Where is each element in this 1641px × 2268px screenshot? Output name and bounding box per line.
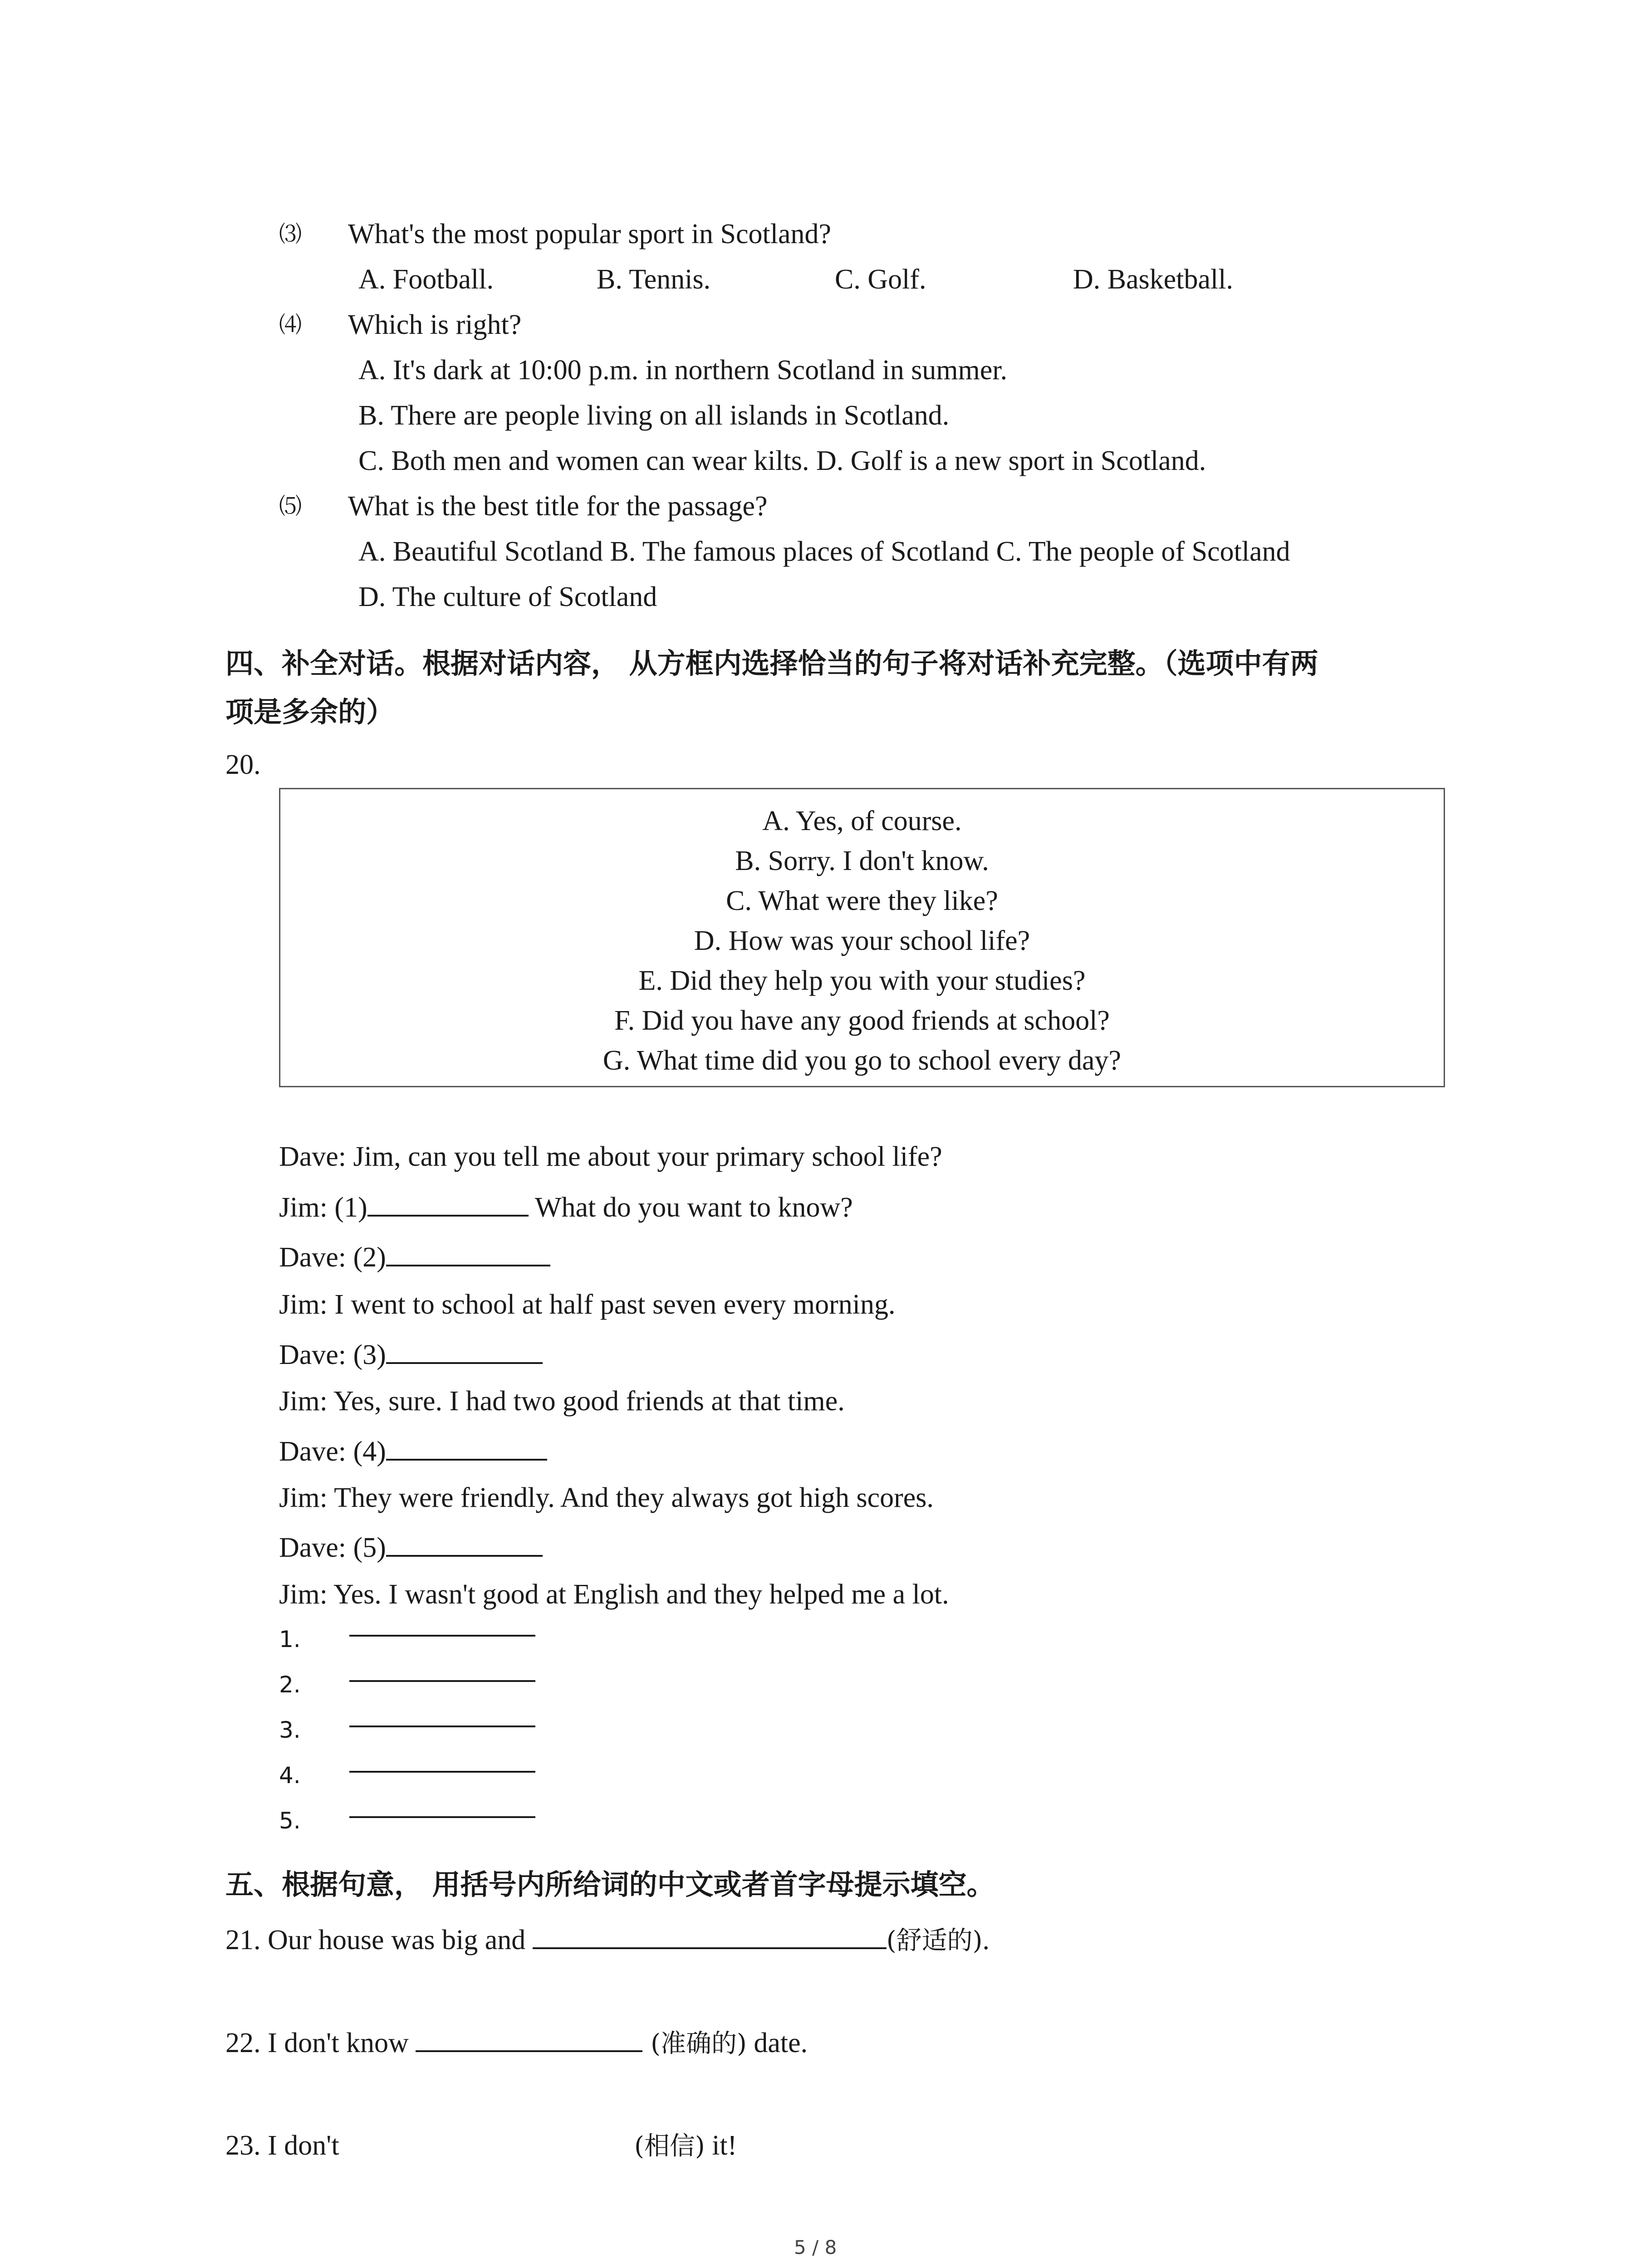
question-4-number: ⑷ [279, 312, 302, 338]
question-4-option-cd: C. Both men and women can wear kilts. D. Golf is a new sport in Scotland. [358, 445, 1206, 476]
question-21-text: Our house was big and [268, 1925, 533, 1955]
answer-blank-3[interactable] [349, 1725, 535, 1727]
dialogue-line-10: Jim: Yes. I wasn't good at English and they helped me a lot. [279, 1579, 949, 1610]
page-number: 5 / 8 [794, 2236, 837, 2258]
box-option-a: A. Yes, of course. [762, 806, 962, 836]
section-5-heading: 五、根据句意， 用括号内所给词的中文或者首字母提示填空。 [225, 1868, 995, 1901]
answer-blank-5[interactable] [349, 1816, 535, 1818]
answer-blank-4[interactable] [349, 1771, 535, 1773]
dialogue-line-5: Dave: (3) [279, 1336, 543, 1373]
question-23-hint: (相信) [634, 2131, 705, 2161]
question-21: 21. Our house was big and (舒适的). [225, 1921, 989, 1959]
question-3-option-a: A. Football. [358, 264, 494, 295]
dialogue-line-1: Dave: Jim, can you tell me about your primary school life? [279, 1141, 942, 1172]
question-5-number: ⑸ [279, 493, 302, 519]
question-22-text: I don't know [268, 2028, 416, 2058]
answer-label-4: 4. [279, 1762, 301, 1789]
dialogue-blank-3[interactable] [386, 1336, 543, 1364]
question-21-hint: (舒适的) [886, 1926, 983, 1955]
dialogue-line-9: Dave: (5) [279, 1529, 543, 1566]
question-23-text: I don't [268, 2130, 339, 2161]
dialogue-line-8: Jim: They were friendly. And they always got high scores. [279, 1482, 934, 1513]
question-5-stem: What is the best title for the passage? [348, 491, 768, 522]
dialogue-blank-4[interactable] [386, 1432, 547, 1461]
question-3-number: ⑶ [279, 221, 302, 247]
answer-label-5: 5. [279, 1808, 301, 1834]
question-23-hint-line: (相信) it! [634, 2130, 737, 2161]
answer-label-3: 3. [279, 1717, 301, 1743]
question-21-blank[interactable] [533, 1921, 887, 1949]
question-22-number: 22. [225, 2028, 261, 2058]
box-option-d: D. How was your school life? [694, 925, 1030, 956]
question-22-blank[interactable] [416, 2024, 642, 2052]
question-3-option-c: C. Golf. [835, 264, 926, 295]
question-22-hint: (准确的) [642, 2029, 747, 2058]
box-option-e: E. Did they help you with your studies? [638, 965, 1086, 996]
section-4-heading-line-1: 四、补全对话。根据对话内容， 从方框内选择恰当的句子将对话补充完整。（选项中有两 [225, 647, 1318, 680]
dialogue-line-2: Jim: (1) What do you want to know? [279, 1188, 853, 1226]
question-3-stem: What's the most popular sport in Scotland? [348, 219, 831, 249]
dialogue-line-7: Dave: (4) [279, 1432, 547, 1470]
question-3-option-b: B. Tennis. [597, 264, 711, 295]
dialogue-line-3: Dave: (2) [279, 1238, 550, 1276]
dialogue-blank-1[interactable] [367, 1188, 529, 1217]
question-21-number: 21. [225, 1925, 261, 1955]
question-5-options-abc: A. Beautiful Scotland B. The famous places of Scotland C. The people of Scotland [358, 536, 1290, 567]
question-23 [225, 2127, 339, 2164]
answer-label-1: 1. [279, 1626, 301, 1652]
box-option-b: B. Sorry. I don't know. [735, 846, 989, 876]
answer-blank-2[interactable] [349, 1680, 535, 1682]
question-20-number: 20. [225, 749, 261, 780]
question-5-option-d: D. The culture of Scotland [358, 582, 657, 612]
question-23-number: 23. [225, 2130, 261, 2161]
dialogue-line-4: Jim: I went to school at half past seven every morning. [279, 1289, 896, 1320]
question-22: 22. I don't know (准确的) date. [225, 2024, 808, 2062]
dialogue-blank-2[interactable] [386, 1238, 550, 1266]
question-3-option-d: D. Basketball. [1073, 264, 1233, 295]
section-4-heading-line-2: 项是多余的） [225, 695, 395, 728]
answer-label-2: 2. [279, 1672, 301, 1698]
box-option-c: C. What were they like? [726, 885, 998, 916]
dialogue-options-box [279, 788, 1445, 1087]
box-option-g: G. What time did you go to school every day? [603, 1045, 1122, 1076]
question-4-stem: Which is right? [348, 309, 522, 340]
dialogue-line-6: Jim: Yes, sure. I had two good friends at that time. [279, 1386, 845, 1417]
box-option-f: F. Did you have any good friends at school? [614, 1005, 1110, 1036]
question-4-option-b: B. There are people living on all islands in Scotland. [358, 400, 950, 431]
dialogue-blank-5[interactable] [386, 1529, 543, 1557]
question-4-option-a: A. It's dark at 10:00 p.m. in northern Scotland in summer. [358, 355, 1008, 386]
answer-blank-1[interactable] [349, 1635, 535, 1637]
